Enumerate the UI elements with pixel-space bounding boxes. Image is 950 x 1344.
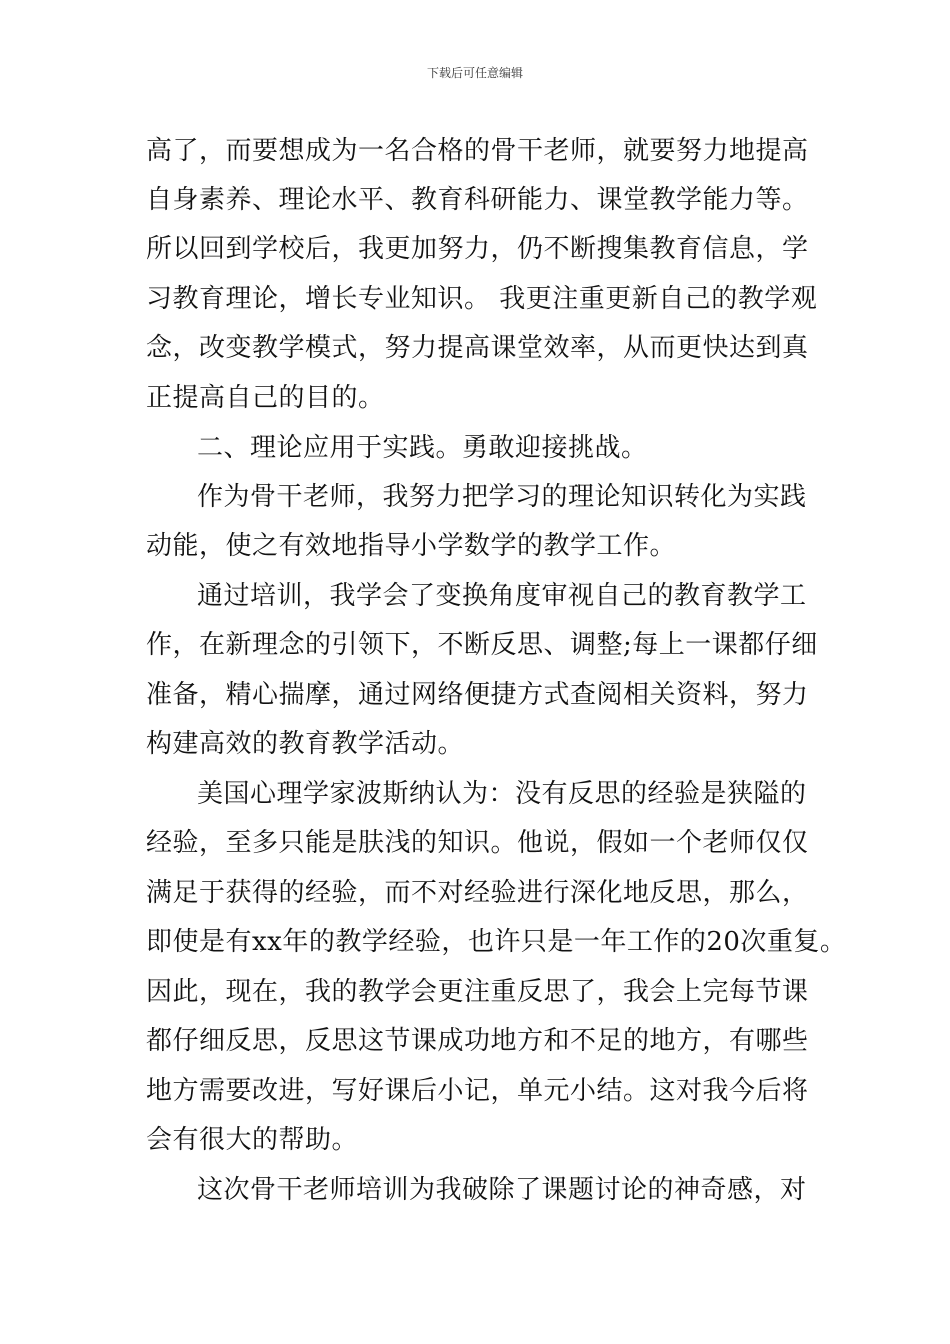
text-line: 构建高效的教育教学活动。 (146, 729, 465, 759)
text-line: 这次骨干老师培训为我破除了课题讨论的神奇感，对 (197, 1175, 807, 1205)
text-line: 动能，使之有效地指导小学数学的教学工作。 (146, 531, 677, 561)
section-heading: 二、理论应用于实践。勇敢迎接挑战。 (197, 433, 648, 463)
text-line: 作为骨干老师，我努力把学习的理论知识转化为实践 (197, 482, 807, 512)
page-header-note: 下载后可任意编辑 (426, 66, 523, 80)
text-line: 满足于获得的经验，而不对经验进行深化地反思，那么， (146, 878, 809, 908)
text-line: 会有很大的帮助。 (146, 1125, 359, 1155)
text-line: 高了，而要想成为一名合格的骨干老师，就要努力地提高 (146, 136, 809, 166)
text-line: 美国心理学家波斯纳认为：没有反思的经验是狭隘的 (197, 779, 807, 809)
text-line: 正提高自己的目的。 (146, 383, 385, 413)
text-line: 地方需要改进，写好课后小记，单元小结。这对我今后将 (146, 1076, 809, 1106)
text-line: 即使是有xx年的教学经验，也许只是一年工作的20次重复。 (146, 927, 847, 957)
text-line: 作，在新理念的引领下，不断反思、调整;每上一课都仔细 (146, 630, 818, 660)
text-line: 准备，精心揣摩，通过网络便捷方式查阅相关资料，努力 (146, 680, 809, 710)
text-line: 习教育理论，增长专业知识。 我更注重更新自己的教学观 (146, 284, 818, 314)
text-line: 念，改变教学模式，努力提高课堂效率，从而更快达到真 (146, 333, 809, 363)
text-line: 经验，至多只能是肤浅的知识。他说，假如一个老师仅仅 (146, 828, 809, 858)
text-line: 通过培训，我学会了变换角度审视自己的教育教学工 (197, 581, 807, 611)
text-line: 自身素养、理论水平、教育科研能力、课堂教学能力等。 (146, 185, 809, 215)
text-line: 所以回到学校后，我更加努力，仍不断搜集教育信息，学 (146, 234, 809, 264)
text-line: 因此，现在，我的教学会更注重反思了，我会上完每节课 (146, 977, 809, 1007)
text-line: 都仔细反思，反思这节课成功地方和不足的地方，有哪些 (146, 1026, 809, 1056)
